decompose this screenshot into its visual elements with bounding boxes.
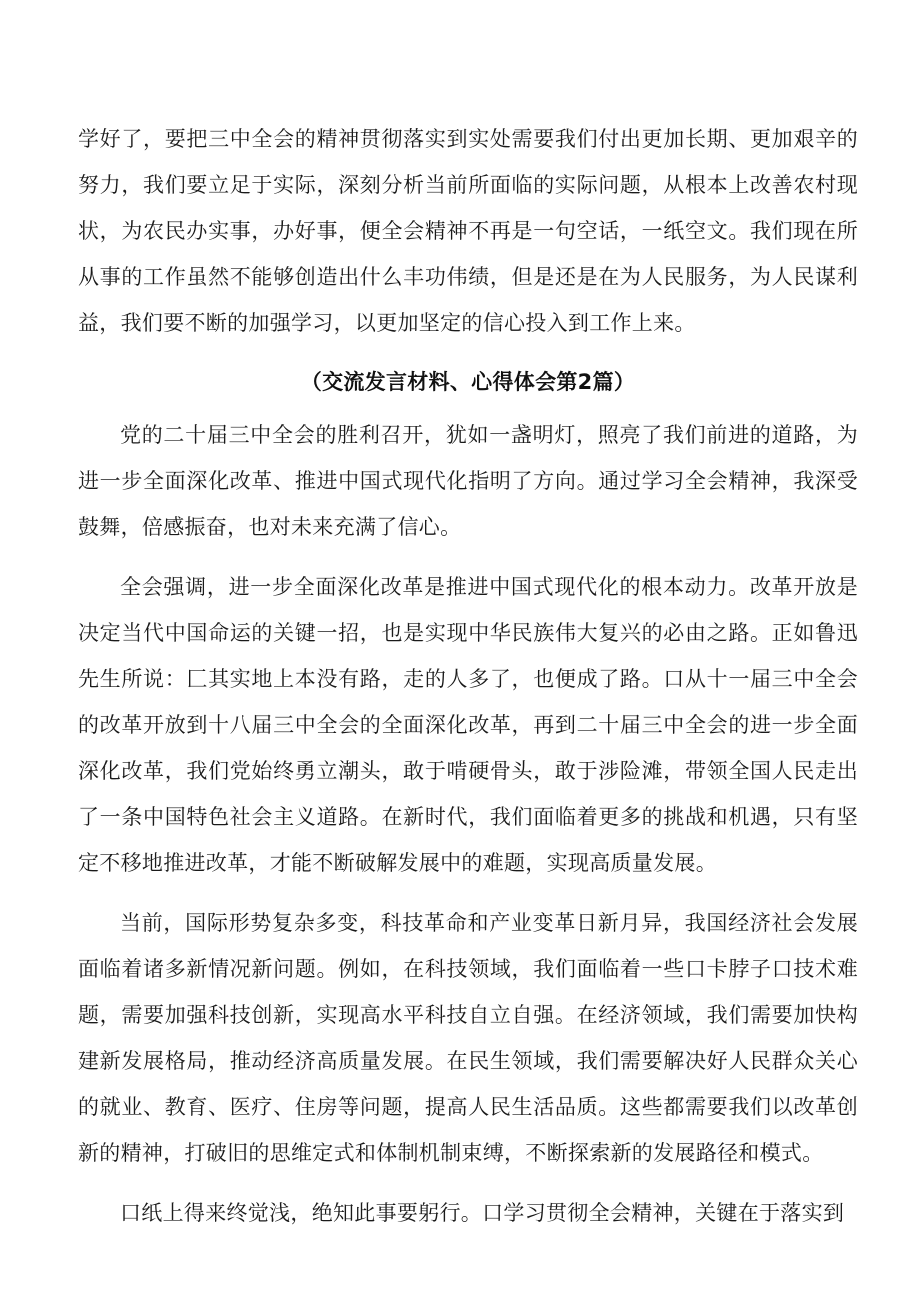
paragraph-4: 口纸上得来终觉浅，绝知此事要躬行。口学习贯彻全会精神，关键在于落实到 [120, 1201, 845, 1225]
paragraph-2: 全会强调，进一步全面深化改革是推进中国式现代化的根本动力。改革开放是决定当代中国命运的关键一招，也是实现中华民族伟大复兴的必由之路。正如鲁迅先生所说：匚其实地上本没有路，走的人多了，也便成了路。口从十一届三中全会的改革开放到十八届三中全会的全面深化改革，再到二十届三中全会的进一步全面深化改革，我们党始终勇立潮头，敢于啃硬骨头，敢于涉险滩，带领全国人民走出了一条中国特色社会主义道路。在新时代，我们面临着更多的挑战和机遇，只有坚定不移地推进改革，才能不断破解发展中的难题，实现高质量发展。 [78, 575, 858, 875]
paragraph-1: 党的二十届三中全会的胜利召开，犹如一盏明灯，照亮了我们前进的道路，为进一步全面深化改革、推进中国式现代化指明了方向。通过学习全会精神，我深受鼓舞，倍感振奋，也对未来充满了信心。 [78, 423, 858, 539]
paragraph-continued: 学好了，要把三中全会的精神贯彻落实到实处需要我们付出更加长期、更加艰辛的努力，我们要立足于实际，深刻分析当前所面临的实际问题，从根本上改善农村现状，为农民办实事，办好事，便全会精神不再是一句空话，一纸空文。我们现在所从事的工作虽然不能够创造出什么丰功伟绩，但是还是在为人民服务，为人民谋利益，我们要不断的加强学习，以更加坚定的信心投入到工作上来。 [78, 127, 858, 335]
document-body [78, 116, 858, 1250]
paragraph-3: 当前，国际形势复杂多变，科技革命和产业变革日新月异，我国经济社会发展面临着诸多新情况新问题。例如，在科技领域，我们面临着一些口卡脖子口技术难题，需要加强科技创新，实现高水平科技自立自强。在经济领域，我们需要加快构建新发展格局，推动经济高质量发展。在民生领域，我们需要解决好人民群众关心的就业、教育、医疗、住房等问题，提高人民生活品质。这些都需要我们以改革创新的精神，打破旧的思维定式和体制机制束缚，不断探索新的发展路径和模式。 [78, 911, 858, 1165]
section-heading: （交流发言材料、心得体会第2篇） [300, 370, 636, 394]
